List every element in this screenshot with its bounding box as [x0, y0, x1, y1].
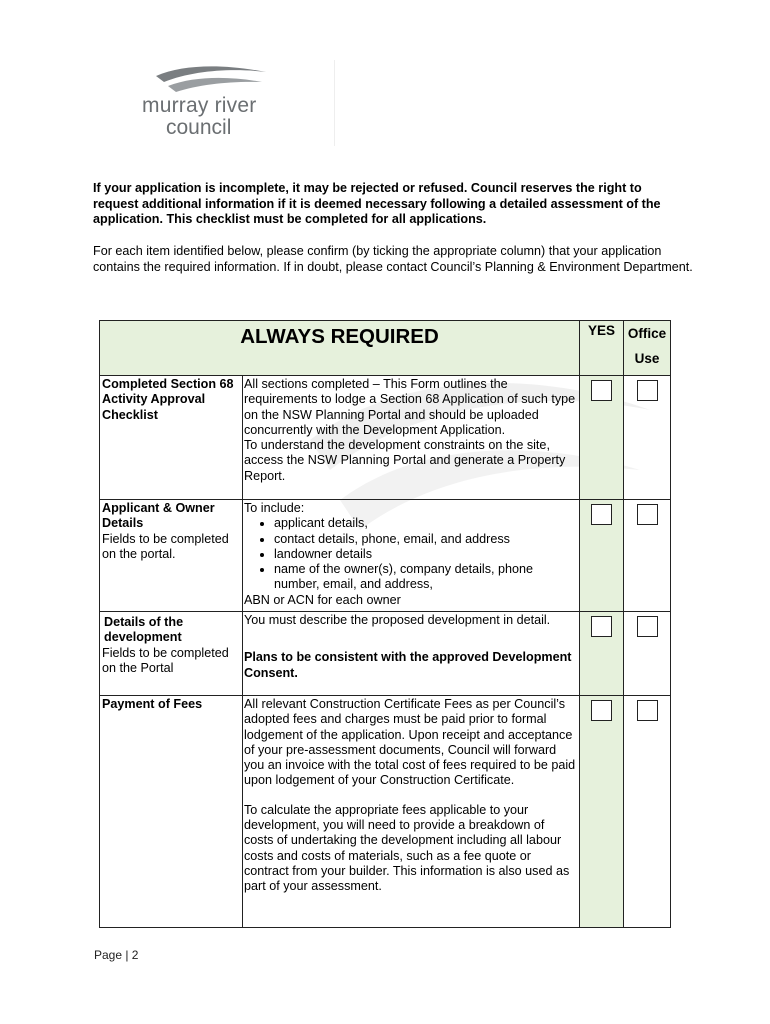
- item-cell: [100, 612, 243, 696]
- office-use-cell: [624, 696, 671, 928]
- description-cell: [243, 376, 580, 500]
- yes-checkbox[interactable]: [591, 380, 612, 401]
- description-paragraph: All relevant Construction Certificate Fees as per Council’s adopted fees and charges must be paid prior to formal lodgement of the application. Upon receipt and acceptance of your pre-assessment documents, Council will forward you an invoice with the total cost of fees required to be paid upon lodgement of your Construction Certificate.: [244, 697, 576, 788]
- description-cell: [243, 500, 580, 612]
- list-item: • name of the owner(s), company details, phone number, email, and address,: [274, 562, 577, 593]
- description-bold-note: Plans to be consistent with the approved Development Consent.: [244, 650, 572, 680]
- item-title: Details of the development: [104, 615, 184, 645]
- office-header-line1: Office: [627, 326, 667, 341]
- description-intro: To include:: [244, 501, 305, 515]
- item-note: Fields to be completed on the portal.: [102, 531, 229, 561]
- table-row: [100, 500, 671, 612]
- office-use-cell: [624, 500, 671, 612]
- description-cell: [243, 612, 580, 696]
- description-outro: ABN or ACN for each owner: [244, 592, 401, 607]
- item-cell: [100, 500, 243, 612]
- item-cell: [100, 696, 243, 928]
- description-paragraph: You must describe the proposed development in detail.: [244, 613, 551, 627]
- logo-text-line1: murray river: [142, 94, 257, 117]
- office-use-cell: [624, 376, 671, 500]
- description-cell: [243, 696, 580, 928]
- intro-instructions: For each item identified below, please confirm (by ticking the appropriate column) that your application contains the required information. If in doubt, please contact Council’s Planning & Environment Department.: [93, 244, 693, 274]
- office-use-checkbox[interactable]: [637, 616, 658, 637]
- table-row: [100, 696, 671, 928]
- yes-cell: [580, 696, 624, 928]
- item-cell: [100, 376, 243, 500]
- yes-checkbox[interactable]: [591, 616, 612, 637]
- description-paragraph: All sections completed – This Form outlines the requirements to lodge a Section 68 Application of such type on the NSW Planning Portal and should be uploaded concurrently with the Development Application.: [244, 377, 576, 437]
- list-item: • contact details, phone, email, and address: [274, 532, 577, 547]
- council-logo: [94, 60, 335, 146]
- item-title: Applicant & Owner Details: [102, 501, 215, 531]
- checklist-table: [99, 320, 671, 928]
- yes-cell: [580, 500, 624, 612]
- table-header-row: [100, 321, 671, 376]
- table-row: [100, 376, 671, 500]
- table-row: [100, 612, 671, 696]
- item-title: Completed Section 68 Activity Approval Checklist: [102, 377, 234, 422]
- yes-checkbox[interactable]: [591, 700, 612, 721]
- logo-text-line2: council: [166, 116, 232, 139]
- list-item: • applicant details,: [274, 516, 577, 531]
- office-use-column-header: [624, 321, 671, 376]
- office-use-checkbox[interactable]: [637, 504, 658, 525]
- table-title: ALWAYS REQUIRED: [100, 321, 580, 376]
- yes-cell: [580, 376, 624, 500]
- yes-column-header: YES: [580, 321, 624, 376]
- item-note: Fields to be completed on the Portal: [102, 645, 229, 675]
- description-paragraph: To calculate the appropriate fees applicable to your development, you will need to provide a breakdown of costs of undertaking the development including all labour costs and costs of materials, such as a fee quote or contract from your builder. This information is also used as part of your assessment.: [244, 802, 570, 894]
- list-item: • landowner details: [274, 547, 577, 562]
- description-bullet-list: [244, 516, 577, 592]
- office-use-checkbox[interactable]: [637, 700, 658, 721]
- office-use-checkbox[interactable]: [637, 380, 658, 401]
- yes-cell: [580, 612, 624, 696]
- page-number: Page | 2: [94, 948, 139, 962]
- office-header-line2: Use: [634, 351, 660, 366]
- yes-checkbox[interactable]: [591, 504, 612, 525]
- office-use-cell: [624, 612, 671, 696]
- logo-swoosh-icon: [154, 62, 274, 96]
- description-paragraph: To understand the development constraints on the site, access the NSW Planning Portal and generate a Property Report.: [244, 438, 566, 483]
- intro-warning: If your application is incomplete, it may be rejected or refused. Council reserves the right to request additional information if it is deemed necessary following a detailed assessment of the application. This checklist must be completed for all applications.: [93, 181, 661, 226]
- item-title: Payment of Fees: [102, 697, 203, 711]
